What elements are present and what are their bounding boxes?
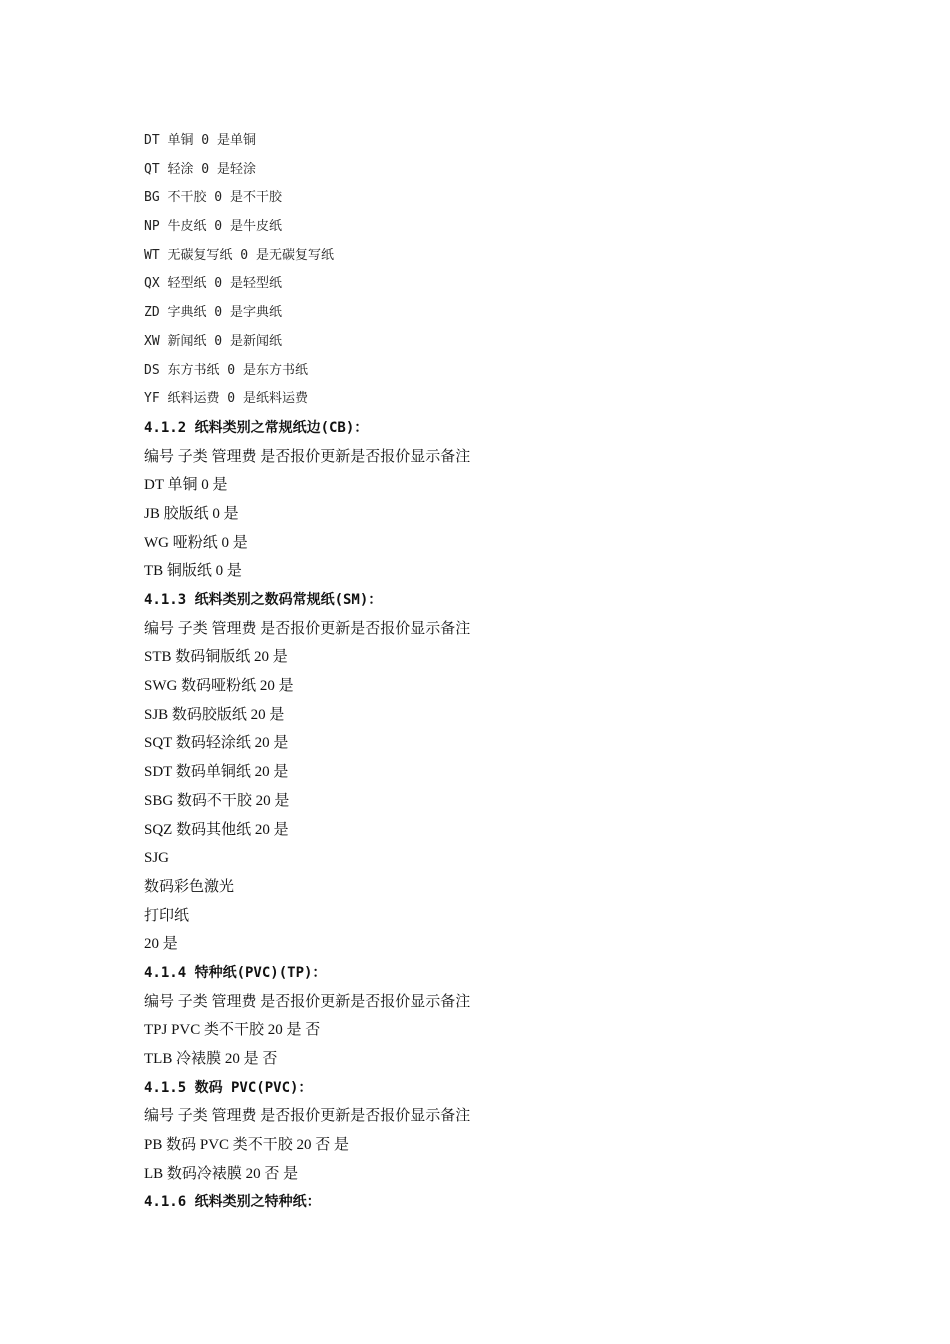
list-item: WT 无碳复写纸 0 是无碳复写纸 xyxy=(144,247,334,263)
table-row: SQZ 数码其他纸 20 是 xyxy=(144,821,289,838)
table-row: TB 铜版纸 0 是 xyxy=(144,563,242,580)
section-heading-4-1-2: 4.1.2 纸料类别之常规纸边(CB)： xyxy=(144,419,369,436)
table-row: SWG 数码哑粉纸 20 是 xyxy=(144,678,294,695)
document-page xyxy=(144,127,844,1217)
table-row: 数码彩色激光 xyxy=(144,878,235,895)
table-row: SJB 数码胶版纸 20 是 xyxy=(144,706,285,723)
list-item: ZD 字典纸 0 是字典纸 xyxy=(144,305,282,321)
table-row: JB 胶版纸 0 是 xyxy=(144,505,239,522)
table-row: SBG 数码不干胶 20 是 xyxy=(144,792,290,809)
table-header: 编号 子类 管理费 是否报价更新是否报价显示备注 xyxy=(144,448,471,465)
table-row: SQT 数码轻涂纸 20 是 xyxy=(144,735,289,752)
section-heading-4-1-4: 4.1.4 特种纸(PVC)(TP)： xyxy=(144,964,327,981)
table-row: DT 单铜 0 是 xyxy=(144,477,228,494)
table-row: STB 数码铜版纸 20 是 xyxy=(144,649,288,666)
list-item: QT 轻涂 0 是轻涂 xyxy=(144,161,256,177)
list-item: XW 新闻纸 0 是新闻纸 xyxy=(144,333,282,349)
table-row: WG 哑粉纸 0 是 xyxy=(144,534,248,551)
table-row: PB 数码 PVC 类不干胶 20 否 是 xyxy=(144,1137,350,1154)
table-row: TPJ PVC 类不干胶 20 是 否 xyxy=(144,1022,321,1039)
list-item: QX 轻型纸 0 是轻型纸 xyxy=(144,276,282,292)
list-item: NP 牛皮纸 0 是牛皮纸 xyxy=(144,219,282,235)
list-item: DS 东方书纸 0 是东方书纸 xyxy=(144,362,308,378)
table-header: 编号 子类 管理费 是否报价更新是否报价显示备注 xyxy=(144,993,471,1010)
table-row: SDT 数码单铜纸 20 是 xyxy=(144,764,289,781)
table-row: 打印纸 xyxy=(144,907,190,924)
table-header: 编号 子类 管理费 是否报价更新是否报价显示备注 xyxy=(144,620,471,637)
table-row: 20 是 xyxy=(144,936,178,953)
list-item: YF 纸料运费 0 是纸料运费 xyxy=(144,391,308,407)
section-heading-4-1-5: 4.1.5 数码 PVC(PVC)： xyxy=(144,1079,313,1096)
table-row: SJG xyxy=(144,850,170,867)
list-item: DT 单铜 0 是单铜 xyxy=(144,133,256,148)
section-heading-4-1-6: 4.1.6 纸料类别之特种纸： xyxy=(144,1194,321,1211)
table-row: LB 数码冷裱膜 20 否 是 xyxy=(144,1165,299,1182)
section-heading-4-1-3: 4.1.3 纸料类别之数码常规纸(SM)： xyxy=(144,592,383,608)
table-header: 编号 子类 管理费 是否报价更新是否报价显示备注 xyxy=(144,1108,471,1125)
list-item: BG 不干胶 0 是不干胶 xyxy=(144,190,282,206)
table-row: TLB 冷裱膜 20 是 否 xyxy=(144,1051,278,1067)
